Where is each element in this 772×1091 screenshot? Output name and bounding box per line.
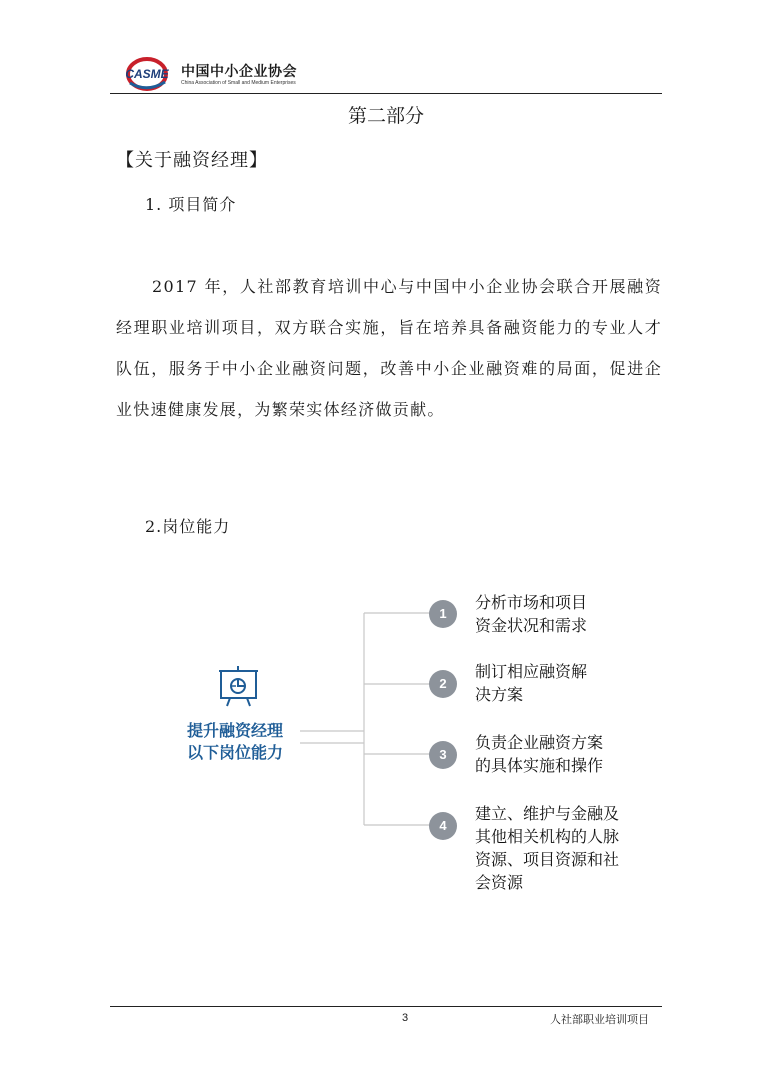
ability-number-badge: 3	[429, 741, 457, 769]
ability-text-line: 决方案	[475, 685, 524, 704]
presentation-board-icon	[219, 666, 258, 706]
ability-text-line: 制订相应融资解	[475, 662, 588, 681]
org-name-cn: 中国中小企业协会	[181, 64, 297, 80]
casme-logo	[117, 55, 177, 93]
ability-text-line: 分析市场和项目	[475, 593, 588, 612]
ability-item-3	[475, 731, 655, 777]
ability-number-badge: 1	[429, 600, 457, 628]
ability-text-line: 负责企业融资方案	[475, 733, 604, 752]
ability-item-4	[475, 802, 655, 894]
header-rule	[110, 93, 662, 94]
part-title: 第二部分	[347, 105, 424, 127]
ability-text-line: 建立、维护与金融及	[475, 804, 620, 823]
connector-lines	[300, 613, 430, 825]
ability-item-2	[475, 660, 655, 706]
subsection-job-abilities: 2.岗位能力	[145, 517, 231, 536]
logo-text: CASME	[125, 67, 169, 81]
center-label-line-1: 提升融资经理	[186, 721, 283, 740]
org-name-en: China Association of Small and Medium Enterprises	[181, 80, 296, 86]
intro-paragraph	[116, 266, 662, 430]
subsection-project-intro: 1. 项目简介	[145, 195, 237, 214]
ability-text-line: 的具体实施和操作	[475, 756, 604, 775]
footer-text: 人社部职业培训项目	[550, 1013, 649, 1026]
page-number: 3	[402, 1012, 409, 1024]
ability-text-line: 会资源	[475, 873, 524, 892]
ability-text-line: 其他相关机构的人脉	[475, 827, 620, 846]
footer-rule	[110, 1006, 662, 1007]
ability-number-badge: 4	[429, 812, 457, 840]
intro-paragraph-text: 2017 年，人社部教育培训中心与中国中小企业协会联合开展融资经理职业培训项目，双方联合实施，旨在培养具备融资能力的专业人才队伍，服务于中小企业融资问题，改善中小企业融资难的局面，促进企业快速健康发展，为繁荣实体经济做贡献。	[116, 277, 662, 419]
diagram-center-label	[160, 720, 310, 764]
section-heading: 【关于融资经理】	[116, 150, 268, 171]
ability-item-1	[475, 591, 655, 637]
ability-number-badge: 2	[429, 670, 457, 698]
center-label-line-2: 以下岗位能力	[186, 743, 283, 762]
ability-text-line: 资金状况和需求	[475, 616, 588, 635]
ability-text-line: 资源、项目资源和社	[475, 850, 620, 869]
